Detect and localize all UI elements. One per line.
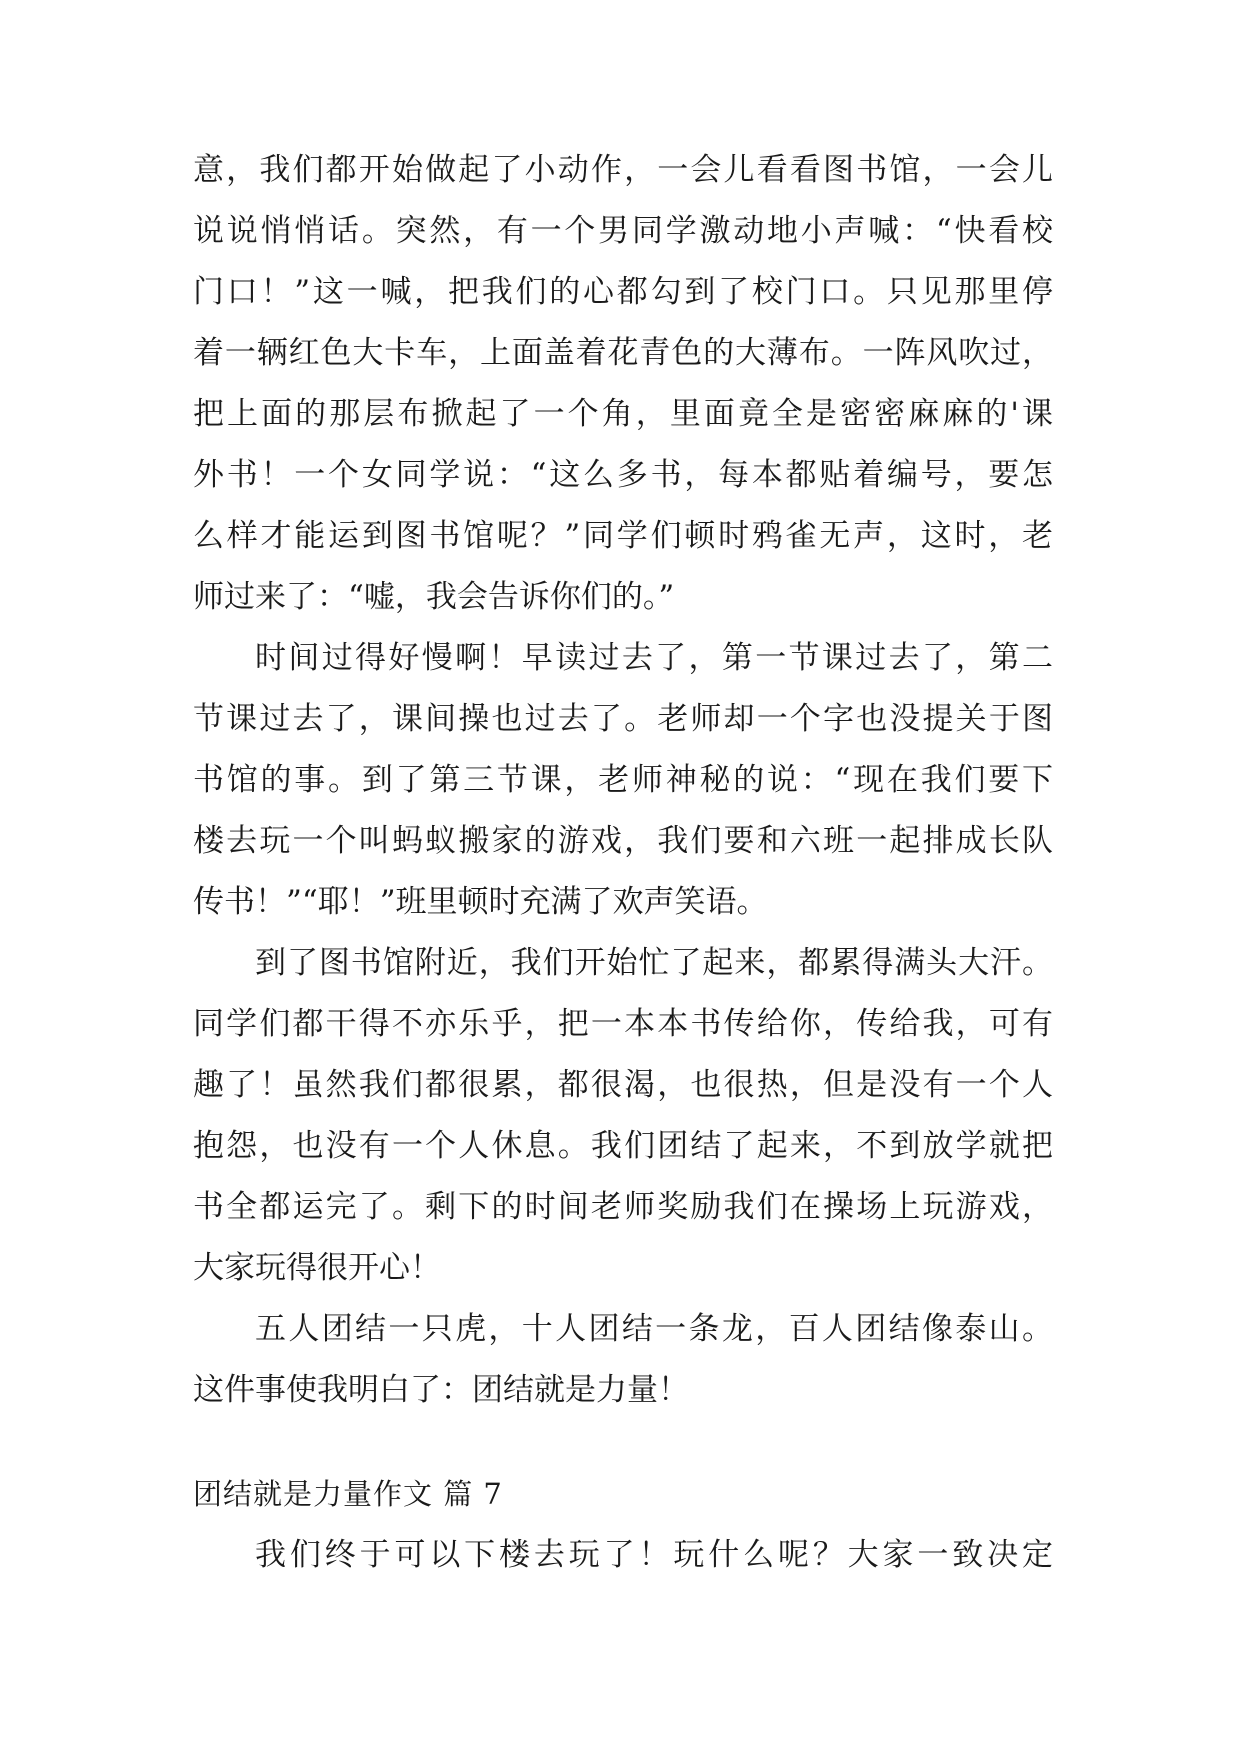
section-heading: 团结就是力量作文 篇 7 [193,1477,503,1511]
text-line: 趣了！虽然我们都很累，都很渴，也很热，但是没有一个人 [193,1067,1053,1103]
text-line: 么样才能运到图书馆呢？”同学们顿时鸦雀无声，这时，老 [193,518,1053,554]
text-line: 抱怨，也没有一个人休息。我们团结了起来，不到放学就把 [193,1128,1053,1164]
text-line: 说说悄悄话。突然，有一个男同学激动地小声喊：“快看校 [193,213,1053,249]
text-line: 楼去玩一个叫蚂蚁搬家的游戏，我们要和六班一起排成长队 [193,823,1053,859]
paragraph-first-line: 我们终于可以下楼去玩了！玩什么呢？大家一致决定 [255,1537,1053,1573]
text-line: 大家玩得很开心！ [193,1250,441,1286]
paragraph-first-line: 到了图书馆附近，我们开始忙了起来，都累得满头大汗。 [255,945,1053,981]
paragraph-first-line: 时间过得好慢啊！早读过去了，第一节课过去了，第二 [255,640,1053,676]
text-line: 外书！一个女同学说：“这么多书，每本都贴着编号，要怎 [193,457,1053,493]
paragraph-first-line: 五人团结一只虎，十人团结一条龙，百人团结像泰山。 [255,1311,1053,1347]
text-line: 师过来了：“嘘，我会告诉你们的。” [193,579,675,615]
text-line: 把上面的那层布掀起了一个角，里面竟全是密密麻麻的'课 [193,396,1053,432]
text-line: 这件事使我明白了：团结就是力量！ [193,1372,689,1408]
text-line: 节课过去了，课间操也过去了。老师却一个字也没提关于图 [193,701,1053,737]
text-line: 着一辆红色大卡车，上面盖着花青色的大薄布。一阵风吹过， [193,335,1053,371]
text-line: 门口！”这一喊，把我们的心都勾到了校门口。只见那里停 [193,274,1053,310]
text-line: 书全都运完了。剩下的时间老师奖励我们在操场上玩游戏， [193,1189,1053,1225]
text-line: 传书！”“耶！”班里顿时充满了欢声笑语。 [193,884,768,920]
text-line: 意，我们都开始做起了小动作，一会儿看看图书馆，一会儿 [193,152,1053,188]
text-line: 同学们都干得不亦乐乎，把一本本书传给你，传给我，可有 [193,1006,1053,1042]
text-line: 书馆的事。到了第三节课，老师神秘的说：“现在我们要下 [193,762,1053,798]
